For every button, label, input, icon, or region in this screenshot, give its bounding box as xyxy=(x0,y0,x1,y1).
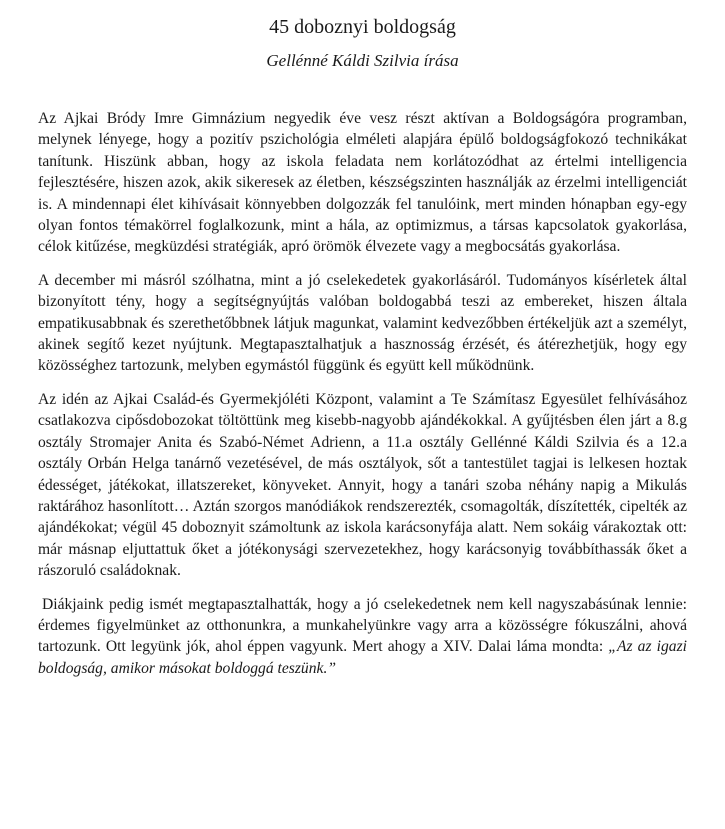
dalai-lama-quote: „Az az igazi boldogság, amikor másokat boldoggá teszünk.” xyxy=(38,638,687,677)
paragraph-2: A december mi másról szólhatna, mint a jó cselekedetek gyakorlásáról. Tudományos kísérletek által bizonyított tény, hogy a segítségnyújtás valóban boldogabbá teszi az embereket, hiszen általa empatikusabbnak és szerethetőbbnek látjuk magunkat, valamint kedvezőbben értékeljük azt a személyt, akinek segítő kezet nyújtunk. Megtapasztalhatjuk a hasznosság érzését, és átérezhetjük, hogy egy közösséghez tartozunk, melyben egymástól függünk és együtt kell működnünk. xyxy=(38,271,687,375)
article-author: Gellénné Káldi Szilvia írása xyxy=(266,51,459,70)
paragraph-4-text: Diákjaink pedig ismét megtapasztalhatták, hogy a jó cselekedetnek nem kell nagyszabásúnak lennie: érdemes figyelmünket az otthonunkra, a munkahelyünkre vagy arra a közösségre fókuszálni, ahová tartozunk. Ott legyünk jók, ahol éppen vagyunk. Mert ahogy a XIV. Dalai láma mondta: xyxy=(38,595,687,656)
paragraph-3: Az idén az Ajkai Család-és Gyermekjóléti Központ, valamint a Te Számítasz Egyesület felhívásához csatlakozva cipősdobozokat töltöttünk meg kisebb-nagyobb ajándékokkal. A gyűjtésben élen járt a 8.g osztály Stromajer Anita és Szabó-Német Adrienn, a 11.a osztály Gellénné Káldi Szilvia és a 12.a osztály Orbán Helga tanárnő vezetésével, de más osztályok, sőt a tantestület tagjai is lelkesen hoztak édességet, játékokat, illatszereket, könyveket. Annyit, hogy a tanári szoba néhány napig a Mikulás raktárához hasonlított… Aztán szorgos manódiákok rendszerezték, csomagolták, díszítették, cipelték az ajándékokat; végül 45 doboznyit számoltunk az iskola karácsonyfája alatt. Nem sokáig várakoztak ott: már másnap eljuttattuk őket a jótékonysági szervezetekhez, hogy karácsonyig továbbíthassák őket a rászoruló családoknak. xyxy=(38,390,687,580)
paragraph-4 xyxy=(38,594,687,680)
article-body xyxy=(38,108,687,679)
paragraph-1: Az Ajkai Bródy Imre Gimnázium negyedik éve vesz részt aktívan a Boldogságóra programban, melynek lényege, hogy a pozitív pszichológia elméleti alapjára épülő boldogságfokozó technikákat tanítunk. Hiszünk abban, hogy az iskola feladata nem korlátozódhat az értelmi intelligencia fejlesztésére, hiszen azok, akik sikeresek az életben, készségszinten használják az érzelmi intelligenciát is. A mindennapi élet kihívásait könnyebben dolgozzák fel tanulóink, mert minden hónapban egy-egy olyan fontos témakörrel foglalkozunk, mint a hála, az optimizmus, a társas kapcsolatok gyakorlása, célok kitűzése, megküzdési stratégiák, apró örömök élvezete vagy a megbocsátás gyakorlása. xyxy=(38,110,687,256)
article-title: 45 doboznyi boldogság xyxy=(269,16,456,38)
